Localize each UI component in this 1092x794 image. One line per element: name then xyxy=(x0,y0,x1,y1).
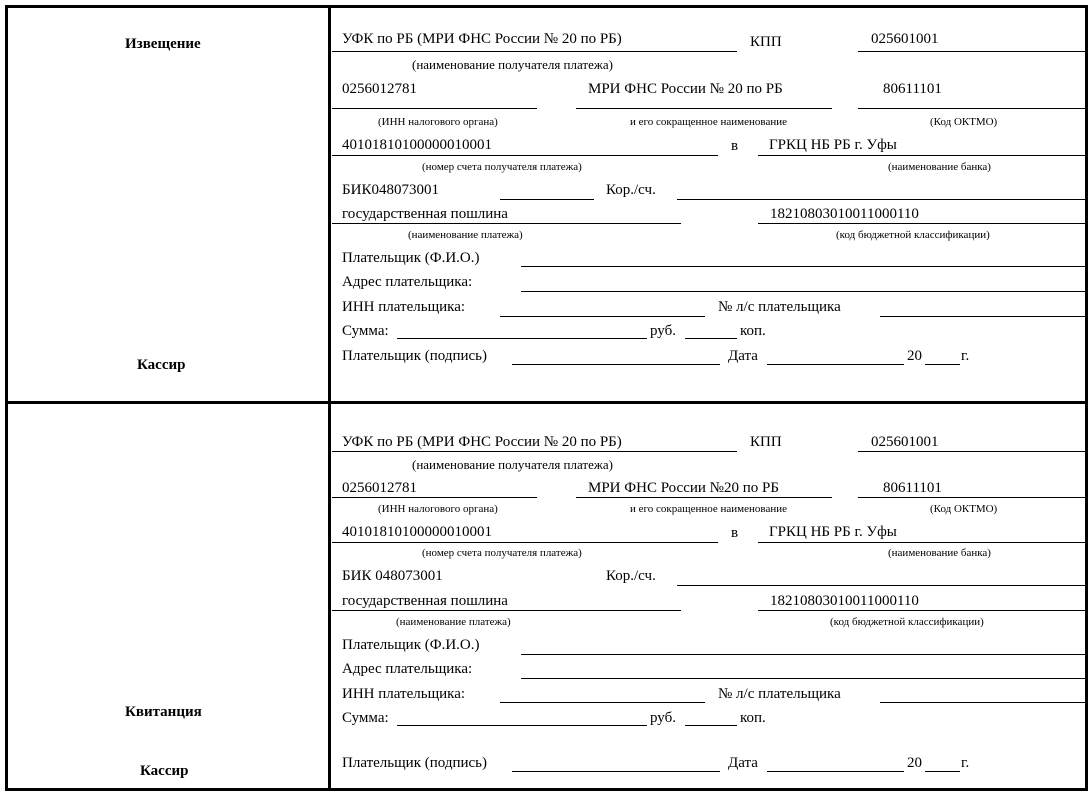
account-caption: (номер счета получателя платежа) xyxy=(422,547,582,559)
bik-value: БИК048073001 xyxy=(342,182,439,198)
bank-caption: (наименование банка) xyxy=(888,547,991,559)
date-field[interactable] xyxy=(767,771,904,772)
signature-label: Плательщик (подпись) xyxy=(342,348,488,364)
inn-underline xyxy=(332,108,537,109)
kbk-value: 18210803010011000110 xyxy=(770,206,919,222)
cashier-label: Кассир xyxy=(137,357,186,373)
payer-field[interactable] xyxy=(521,654,1085,655)
bank-caption: (наименование банка) xyxy=(888,161,991,173)
kop-label: коп. xyxy=(740,323,766,339)
section-divider xyxy=(5,401,1088,404)
signature-field[interactable] xyxy=(512,771,720,772)
recipient-name: УФК по РБ (МРИ ФНС России № 20 по РБ) xyxy=(342,434,622,450)
tax-short-underline xyxy=(576,497,832,498)
kbk-value: 18210803010011000110 xyxy=(770,593,919,609)
ls-field[interactable] xyxy=(880,702,1085,703)
sum-kop-field[interactable] xyxy=(685,725,737,726)
oktmo-value: 80611101 xyxy=(883,480,942,496)
date-field[interactable] xyxy=(767,364,904,365)
kor-underline xyxy=(677,199,1085,200)
signature-label: Плательщик (подпись) xyxy=(342,755,488,771)
oktmo-value: 80611101 xyxy=(883,81,942,97)
cashier-label-2: Кассир xyxy=(140,763,189,779)
payer-inn-field[interactable] xyxy=(500,316,705,317)
year-suffix: г. xyxy=(961,755,970,771)
account-underline xyxy=(332,542,718,543)
year-suffix: г. xyxy=(961,348,970,364)
year-field[interactable] xyxy=(925,771,960,772)
sum-label: Сумма: xyxy=(342,710,389,726)
sum-rub-field[interactable] xyxy=(397,338,647,339)
sum-kop-field[interactable] xyxy=(685,338,737,339)
bank-name: ГРКЦ НБ РБ г. Уфы xyxy=(769,524,897,540)
in-label: в xyxy=(731,138,739,154)
inn-value: 0256012781 xyxy=(342,480,417,496)
oktmo-underline xyxy=(858,108,1085,109)
payment-caption: (наименование платежа) xyxy=(396,616,511,628)
kbk-underline xyxy=(758,223,1085,224)
oktmo-underline xyxy=(858,497,1085,498)
account-value: 40101810100000010001 xyxy=(342,524,492,540)
sum-rub-field[interactable] xyxy=(397,725,647,726)
payer-label: Плательщик (Ф.И.О.) xyxy=(342,250,480,266)
short-name-caption: и его сокращенное наименование xyxy=(630,116,787,128)
year-prefix: 20 xyxy=(907,755,922,771)
account-caption: (номер счета получателя платежа) xyxy=(422,161,582,173)
recipient-underline xyxy=(332,451,737,452)
recipient-underline xyxy=(332,51,737,52)
kpp-value: 025601001 xyxy=(871,434,939,450)
kor-label: Кор./сч. xyxy=(606,182,656,198)
kbk-caption: (код бюджетной классификации) xyxy=(836,229,990,241)
ls-label: № л/с плательщика xyxy=(718,299,841,315)
address-field[interactable] xyxy=(521,291,1085,292)
inn-underline xyxy=(332,497,537,498)
inn-caption: (ИНН налогового органа) xyxy=(378,503,498,515)
recipient-caption: (наименование получателя платежа) xyxy=(412,457,613,472)
account-underline xyxy=(332,155,718,156)
payer-inn-label: ИНН плательщика: xyxy=(342,299,466,315)
oktmo-caption: (Код ОКТМО) xyxy=(930,503,998,515)
kpp-value: 025601001 xyxy=(871,31,939,47)
in-label: в xyxy=(731,525,739,541)
payer-label: Плательщик (Ф.И.О.) xyxy=(342,637,480,653)
kpp-underline xyxy=(858,51,1085,52)
ls-label: № л/с плательщика xyxy=(718,686,841,702)
year-field[interactable] xyxy=(925,364,960,365)
tax-short-underline xyxy=(576,108,832,109)
bank-underline xyxy=(758,155,1085,156)
bik-value: БИК 048073001 xyxy=(342,568,443,584)
payment-name: государственная пошлина xyxy=(342,206,508,222)
kbk-caption: (код бюджетной классификации) xyxy=(830,616,984,628)
tax-short-name: МРИ ФНС России №20 по РБ xyxy=(588,480,779,496)
payer-field[interactable] xyxy=(521,266,1085,267)
kpp-label: КПП xyxy=(750,434,782,450)
form-border xyxy=(5,5,1088,791)
signature-field[interactable] xyxy=(512,364,720,365)
payer-inn-field[interactable] xyxy=(500,702,705,703)
date-label: Дата xyxy=(728,755,758,771)
tax-short-name: МРИ ФНС России № 20 по РБ xyxy=(588,81,783,97)
kpp-underline xyxy=(858,451,1085,452)
inn-caption: (ИНН налогового органа) xyxy=(378,116,498,128)
receipt-label: Квитанция xyxy=(125,704,202,720)
kor-underline xyxy=(677,585,1085,586)
bik-extra-underline xyxy=(500,199,594,200)
rub-label: руб. xyxy=(650,323,676,339)
column-divider xyxy=(328,5,331,791)
payment-name: государственная пошлина xyxy=(342,593,508,609)
short-name-caption: и его сокращенное наименование xyxy=(630,503,787,515)
rub-label: руб. xyxy=(650,710,676,726)
oktmo-caption: (Код ОКТМО) xyxy=(930,116,998,128)
payment-underline xyxy=(332,223,681,224)
address-label: Адрес плательщика: xyxy=(342,274,473,290)
payer-inn-label: ИНН плательщика: xyxy=(342,686,466,702)
recipient-caption: (наименование получателя платежа) xyxy=(412,57,613,72)
kpp-label: КПП xyxy=(750,34,782,50)
kop-label: коп. xyxy=(740,710,766,726)
inn-value: 0256012781 xyxy=(342,81,417,97)
ls-field[interactable] xyxy=(880,316,1085,317)
bank-underline xyxy=(758,542,1085,543)
recipient-name: УФК по РБ (МРИ ФНС России № 20 по РБ) xyxy=(342,31,622,47)
address-label: Адрес плательщика: xyxy=(342,661,473,677)
payment-underline xyxy=(332,610,681,611)
date-label: Дата xyxy=(728,348,758,364)
kbk-underline xyxy=(758,610,1085,611)
account-value: 40101810100000010001 xyxy=(342,137,492,153)
kor-label: Кор./сч. xyxy=(606,568,656,584)
payment-caption: (наименование платежа) xyxy=(408,229,523,241)
address-field[interactable] xyxy=(521,678,1085,679)
notice-label: Извещение xyxy=(125,36,201,52)
year-prefix: 20 xyxy=(907,348,922,364)
bank-name: ГРКЦ НБ РБ г. Уфы xyxy=(769,137,897,153)
sum-label: Сумма: xyxy=(342,323,389,339)
